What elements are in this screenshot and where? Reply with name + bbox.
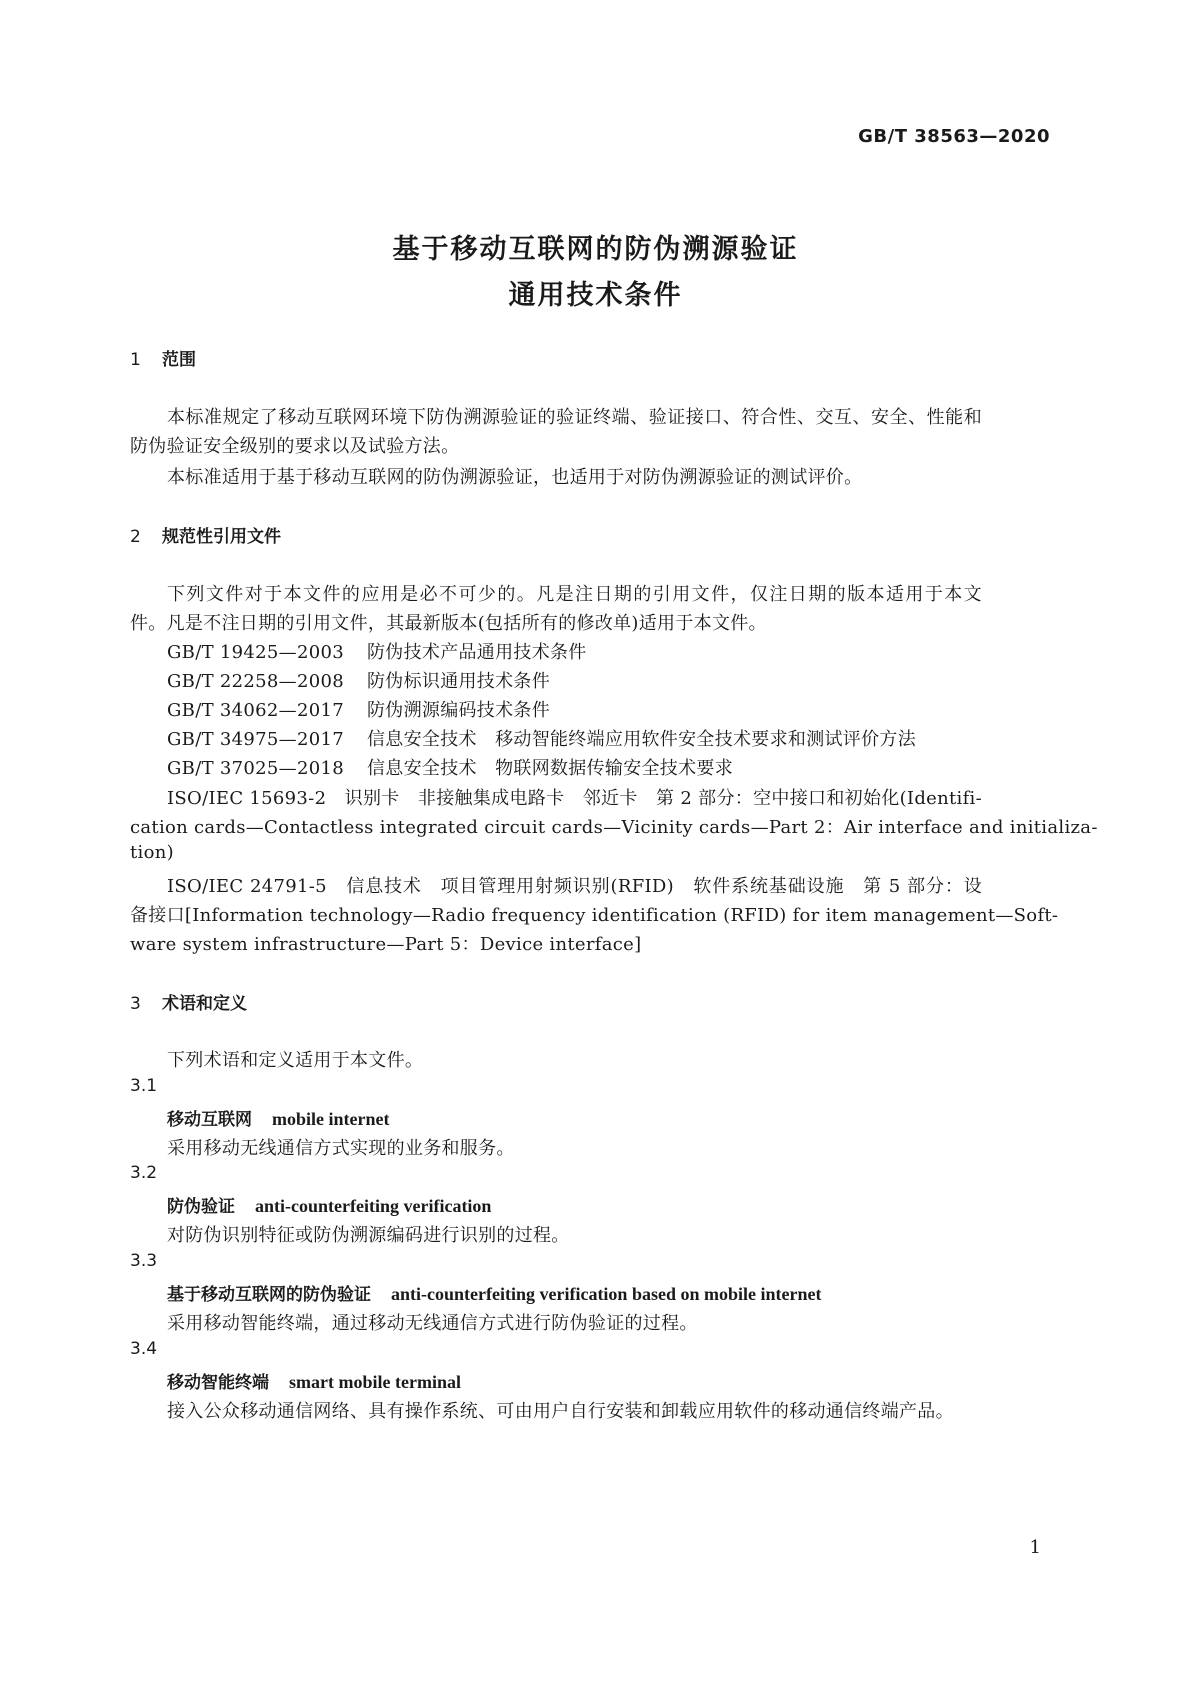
reference-code: GB/T 37025—2018 bbox=[167, 758, 344, 779]
iso-15693-reference-line-1: ISO/IEC 15693-2 识别卡 非接触集成电路卡 邻近卡 第 2 部分：空中接口和初始化(Identifi- bbox=[167, 788, 982, 809]
reference-item bbox=[167, 667, 550, 693]
iso-24791-reference-line-1: ISO/IEC 24791-5 信息技术 项目管理用射频识别(RFID) 软件系统基础设施 第 5 部分：设 bbox=[167, 876, 982, 897]
reference-title: 防伪技术产品通用技术条件 bbox=[367, 642, 587, 663]
reference-item bbox=[167, 638, 587, 664]
term-heading bbox=[167, 1368, 461, 1393]
term-chinese: 移动智能终端 bbox=[167, 1373, 269, 1393]
document-title-line-1: 基于移动互联网的防伪溯源验证 bbox=[392, 234, 799, 265]
section-2-title: 规范性引用文件 bbox=[162, 527, 281, 547]
term-english: smart mobile terminal bbox=[289, 1372, 461, 1392]
reference-title: 信息安全技术 移动智能终端应用软件安全技术要求和测试评价方法 bbox=[367, 729, 916, 750]
iso-15693-reference-line-2: cation cards—Contactless integrated circuit cards—Vicinity cards—Part 2：Air interface and initializa- bbox=[130, 817, 1098, 838]
term-definition: 采用移动智能终端，通过移动无线通信方式进行防伪验证的过程。 bbox=[167, 1313, 698, 1334]
reference-title: 防伪溯源编码技术条件 bbox=[367, 700, 550, 721]
term-english: mobile internet bbox=[272, 1109, 390, 1129]
term-definition: 采用移动无线通信方式实现的业务和服务。 bbox=[167, 1138, 515, 1159]
reference-title: 防伪标识通用技术条件 bbox=[367, 671, 550, 692]
references-intro-line-2: 件。凡是不注日期的引用文件，其最新版本(包括所有的修改单)适用于本文件。 bbox=[130, 613, 767, 634]
scope-paragraph-1-line-2: 防伪验证安全级别的要求以及试验方法。 bbox=[130, 436, 460, 457]
term-definition: 接入公众移动通信网络、具有操作系统、可由用户自行安装和卸载应用软件的移动通信终端产品。 bbox=[167, 1401, 954, 1422]
term-chinese: 移动互联网 bbox=[167, 1110, 252, 1130]
section-3-title: 术语和定义 bbox=[162, 994, 247, 1014]
term-heading bbox=[167, 1105, 389, 1130]
term-number: 3.1 bbox=[130, 1076, 158, 1096]
term-heading bbox=[167, 1280, 821, 1305]
section-1-title: 范围 bbox=[162, 350, 196, 370]
reference-item bbox=[167, 754, 733, 780]
term-definition: 对防伪识别特征或防伪溯源编码进行识别的过程。 bbox=[167, 1225, 570, 1246]
scope-paragraph-2: 本标准适用于基于移动互联网的防伪溯源验证，也适用于对防伪溯源验证的测试评价。 bbox=[167, 467, 863, 488]
iso-24791-reference-line-3: ware system infrastructure—Part 5：Device interface] bbox=[130, 934, 642, 955]
term-chinese: 防伪验证 bbox=[167, 1197, 235, 1217]
iso-24791-reference-line-2: 备接口[Information technology—Radio frequency identification (RFID) for item management—Soft- bbox=[130, 905, 1059, 926]
term-chinese: 基于移动互联网的防伪验证 bbox=[167, 1285, 371, 1305]
term-heading bbox=[167, 1192, 491, 1217]
reference-item bbox=[167, 725, 916, 751]
term-number: 3.4 bbox=[130, 1339, 158, 1359]
term-number: 3.2 bbox=[130, 1163, 158, 1183]
term-english: anti-counterfeiting verification based on mobile internet bbox=[391, 1284, 822, 1304]
document-title-line-2: 通用技术条件 bbox=[508, 280, 683, 311]
reference-item bbox=[167, 696, 550, 722]
references-intro-line-1: 下列文件对于本文件的应用是必不可少的。凡是注日期的引用文件，仅注日期的版本适用于本文 bbox=[167, 584, 982, 605]
reference-code: GB/T 34062—2017 bbox=[167, 700, 344, 721]
terms-intro: 下列术语和定义适用于本文件。 bbox=[167, 1050, 424, 1071]
term-number: 3.3 bbox=[130, 1251, 158, 1271]
section-2-number: 2 bbox=[130, 527, 141, 547]
scope-paragraph-1-line-1: 本标准规定了移动互联网环境下防伪溯源验证的验证终端、验证接口、符合性、交互、安全、性能和 bbox=[167, 407, 982, 428]
standard-code: GB/T 38563—2020 bbox=[858, 126, 1050, 147]
page-number: 1 bbox=[1029, 1537, 1041, 1558]
reference-code: GB/T 19425—2003 bbox=[167, 642, 344, 663]
section-3-heading bbox=[130, 989, 247, 1014]
section-1-number: 1 bbox=[130, 350, 141, 370]
iso-15693-reference-line-3: tion) bbox=[130, 842, 174, 863]
section-3-number: 3 bbox=[130, 994, 141, 1014]
reference-code: GB/T 34975—2017 bbox=[167, 729, 344, 750]
section-2-heading bbox=[130, 522, 281, 547]
reference-title: 信息安全技术 物联网数据传输安全技术要求 bbox=[367, 758, 733, 779]
reference-code: GB/T 22258—2008 bbox=[167, 671, 344, 692]
section-1-heading bbox=[130, 345, 196, 370]
term-english: anti-counterfeiting verification bbox=[255, 1196, 492, 1216]
